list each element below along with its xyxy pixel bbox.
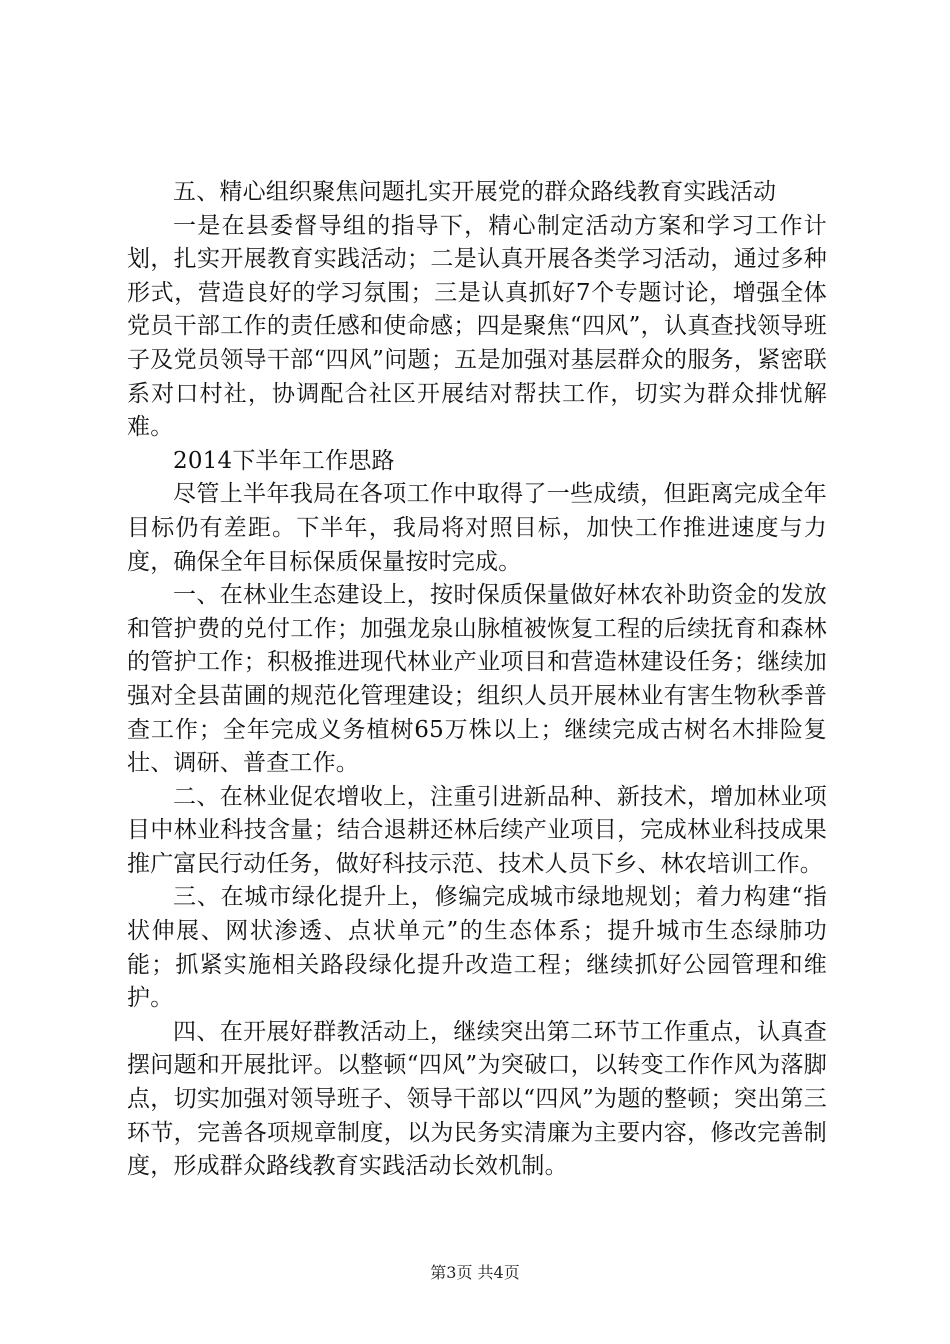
paragraph-section-five-body: 一是在县委督导组的指导下，精心制定活动方案和学习工作计划，扎实开展教育实践活动；二是认真开展各类学习活动，通过多种形式，营造良好的学习氛围；三是认真抓好7个专题讨论，增强全体党员干部工作的责任感和使命感；四是聚焦“四风”，认真查找领导班子及党员领导干部“四风”问题；五是加强对基层群众的服务，紧密联系对口村社，协调配合社区开展结对帮扶工作，切实为群众排忧解难。: [127, 212, 827, 441]
paragraph-plan-item-2: 二、在林业促农增收上，注重引进新品种、新技术，增加林业项目中林业科技含量；结合退耕还林后续产业项目，完成林业科技成果推广富民行动任务，做好科技示范、技术人员下乡、林农培训工作。: [127, 783, 827, 877]
document-body: [127, 176, 827, 1184]
paragraph-plan-item-3: 三、在城市绿化提升上，修编完成城市绿地规划；着力构建“指状伸展、网状渗透、点状单元”的生态体系；提升城市生态绿肺功能；抓紧实施相关路段绿化提升改造工程；继续抓好公园管理和维护。: [127, 884, 827, 1012]
paragraph-plan-item-1: 一、在林业生态建设上，按时保质保量做好林农补助资金的发放和管护费的兑付工作；加强龙泉山脉植被恢复工程的后续抚育和森林的管护工作；积极推进现代林业产业项目和营造林建设任务；继续加强对全县苗圃的规范化管理建设；组织人员开展林业有害生物秋季普查工作；全年完成义务植树65万株以上；继续完成古树名木排险复壮、调研、普查工作。: [127, 582, 827, 777]
page-footer: 第3页 共4页: [430, 1263, 520, 1282]
section-heading-h2-plan: 2014下半年工作思路: [173, 447, 395, 474]
paragraph-plan-item-4: 四、在开展好群教活动上，继续突出第二环节工作重点，认真查摆问题和开展批评。以整顿“四风”为突破口，以转变工作作风为落脚点，切实加强对领导班子、领导干部以“四风”为题的整顿；突出第三环节，完善各项规章制度，以为民务实清廉为主要内容，修改完善制度，形成群众路线教育实践活动长效机制。: [127, 1018, 827, 1180]
paragraph-plan-intro: 尽管上半年我局在各项工作中取得了一些成绩，但距离完成全年目标仍有差距。下半年，我局将对照目标，加快工作推进速度与力度，确保全年目标保质保量按时完成。: [127, 481, 827, 575]
section-heading-five: 五、精心组织聚焦问题扎实开展党的群众路线教育实践活动: [173, 179, 777, 205]
